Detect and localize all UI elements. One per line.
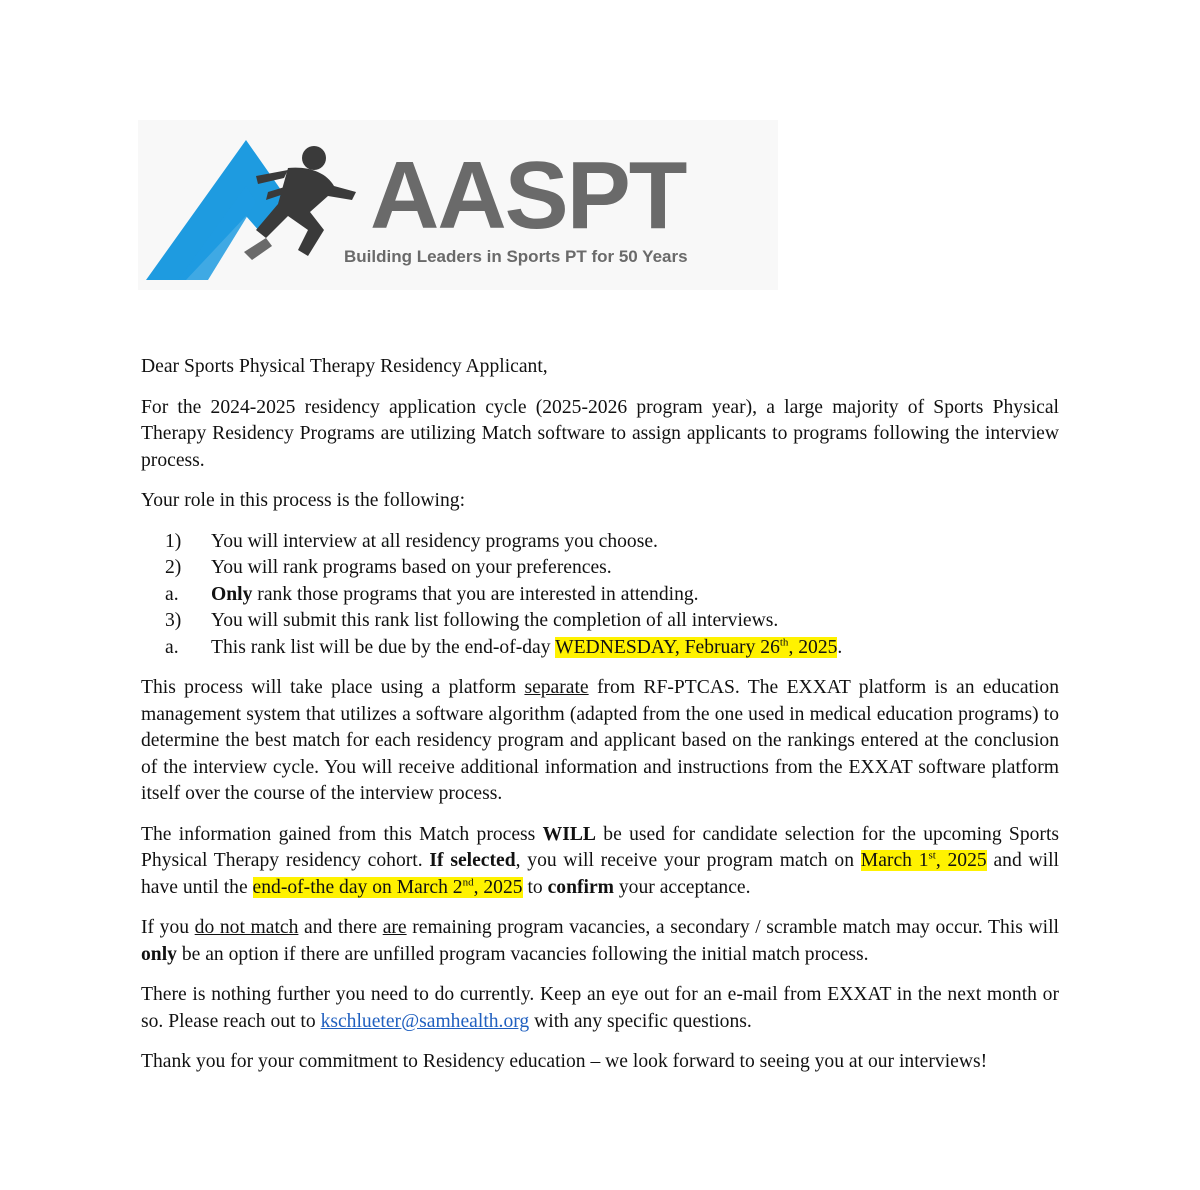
nomatch-text: remaining program vacancies, a secondary / scramble match may occur. This will [406, 917, 1059, 938]
deadline-highlight [555, 637, 837, 658]
underlined-word: separate [524, 677, 589, 698]
closing-text: with any specific questions. [529, 1010, 752, 1032]
logo-wordmark: AASPT [370, 142, 686, 249]
email-link[interactable]: kschlueter@samhealth.org [320, 1010, 530, 1032]
selection-paragraph [141, 822, 1059, 902]
step-text: You will submit this rank list following the completion of all interviews. [211, 610, 779, 631]
ordinal-suffix: st [928, 849, 936, 862]
step-3a [141, 635, 1059, 662]
ordinal-suffix: th [779, 635, 789, 648]
aaspt-logo-graphic [138, 120, 778, 290]
aaspt-logo [138, 120, 778, 290]
step-2 [141, 555, 1059, 582]
closing-text: There is nothing further you need to do currently. Keep an eye out for an e-mail from EXXAT in the next month or so. Please reach out to [141, 984, 1059, 1032]
substep-bold: Only [211, 583, 253, 605]
selection-text: your acceptance. [613, 876, 751, 898]
nomatch-text: be an option if there are unfilled program vacancies following the initial match process. [176, 943, 869, 965]
thanks-paragraph: Thank you for your commitment to Residency education – we look forward to seeing you at our interviews! [141, 1051, 988, 1072]
nomatch-text: and there [298, 917, 383, 938]
confirm-date: end-of-the day on March 2 [252, 876, 463, 898]
substep-letter: a. [165, 583, 179, 605]
selection-text: and will have until the [141, 850, 1059, 898]
bold-if-selected: If selected [429, 850, 516, 871]
platform-text: This process will take place using a platform [141, 677, 525, 698]
step-number: 3) [165, 610, 182, 631]
closing-paragraph [141, 982, 1059, 1035]
confirm-deadline-highlight [253, 877, 523, 898]
intro-paragraph: For the 2024-2025 residency application cycle (2025-2026 program year), a large majority of Sports Physical Therapy Residency Programs are utilizing Match software to assign applicants to programs following the interview process. [141, 396, 1059, 471]
step-text: You will interview at all residency programs you choose. [211, 530, 658, 552]
runner-head [302, 146, 326, 170]
period: . [837, 636, 843, 658]
nomatch-paragraph [141, 915, 1059, 968]
match-date: March 1 [860, 850, 929, 871]
ordinal-suffix: nd [462, 875, 474, 888]
match-year: , 2025 [935, 850, 987, 871]
selection-text: The information gained from this Match process [141, 823, 543, 845]
underlined-are: are [382, 917, 407, 938]
step-text: You will rank programs based on your preferences. [211, 557, 612, 578]
bold-confirm: confirm [547, 876, 614, 898]
step-1 [141, 529, 1059, 556]
selection-text: to [522, 876, 548, 898]
step-number: 2) [165, 557, 182, 578]
platform-text: from RF-PTCAS. The EXXAT platform is an education management system that utilizes a software algorithm (adapted from the one used in medical education programs) to determine the best match for each residency program and applicant based on the rankings entered at the conclusion of the interview cycle. You will receive additional information and instructions from the EXXAT software platform itself over the course of the interview process. [141, 677, 1060, 804]
step-number: 1) [165, 530, 182, 552]
bold-only: only [141, 943, 177, 965]
step-3 [141, 608, 1059, 635]
selection-text: , you will receive your program match on [515, 850, 861, 871]
match-date-highlight [861, 850, 987, 871]
underlined-do-not-match: do not match [194, 917, 299, 938]
bold-will: WILL [542, 823, 596, 845]
salutation: Dear Sports Physical Therapy Residency Applicant, [141, 356, 548, 377]
platform-paragraph [141, 675, 1059, 808]
substep-text: This rank list will be due by the end-of-day [211, 636, 556, 658]
role-intro: Your role in this process is the following: [141, 490, 466, 511]
substep-letter: a. [165, 636, 179, 658]
nomatch-text: If you [141, 917, 195, 938]
deadline-date: WEDNESDAY, February 26 [555, 636, 780, 658]
deadline-year: , 2025 [788, 636, 838, 658]
letter-body [141, 354, 1059, 1090]
steps-list [141, 529, 1059, 662]
step-2a [141, 582, 1059, 609]
selection-text: be used for candidate selection for the upcoming Sports Physical Therapy residency cohort. [141, 823, 1060, 871]
confirm-year: , 2025 [473, 876, 523, 898]
logo-tagline: Building Leaders in Sports PT for 50 Years [344, 247, 688, 266]
substep-text: rank those programs that you are interested in attending. [252, 583, 699, 605]
